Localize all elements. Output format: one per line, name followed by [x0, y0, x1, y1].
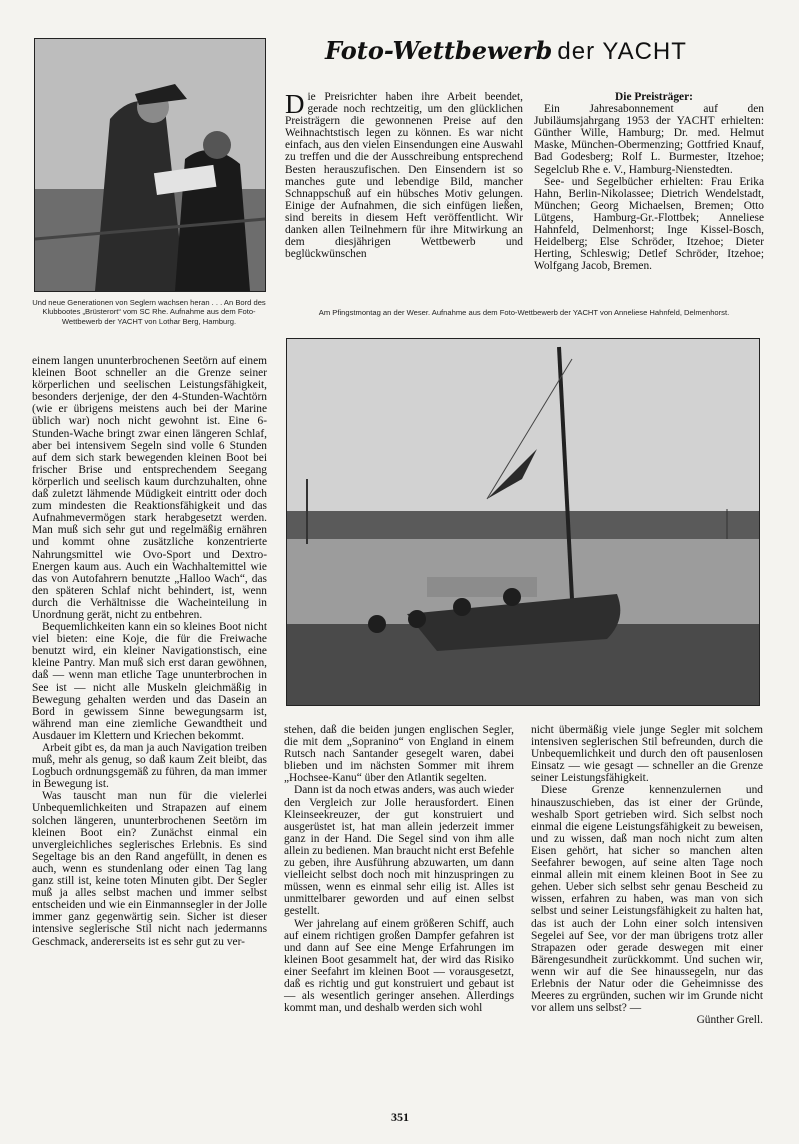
page-number: 351: [391, 1110, 409, 1124]
col1-paragraph: Bequemlichkeiten kann ein so kleines Boot nicht viel bieten: eine Koje, die für die Freiwache benutzt wird, ein kleiner Navigationstisch, eine kleine Pantry. Man muß sich erst daran gewöhnen, daß — wenn man etliche Tage ununterbrochen in See ist — nicht alle Muskeln gleichmäßig in Bewegung gehalten werden und das Dasein an Bord in gewissem Sinne bewegungsarm ist, während man eine ziemliche Gewandtheit und Ausdauer im Klettern und Kriechen bekommt.: [32, 621, 267, 742]
title-plain: der YACHT: [557, 38, 687, 65]
col3-paragraph: Diese Grenze kennenzulernen und hinauszuschieben, das ist einer der Gründe, weshalb Sport getrieben wird. Sich selbst noch einmal die eigene Leistungsfähigkeit zu beweisen, und zu wissen, daß man noch nicht zum alten Eisen gehört, hat sicher so manchen alten Seefahrer bewogen, auf seine alten Tage noch einmal allein mit einem kleinen Boot in See zu gehen. Ueber sich selbst sehr genau Bescheid zu wissen, erfahren zu haben, was man von sich selbst und seiner Leistungsfähigkeit zu halten hat, das ist auch der Lohn einer solch intensiven Segelei auf See, vor der man übrigens trotz aller Strapazen oder gerade deswegen mit einer Bärengesundheit zurückkommt. Und suchen wir, wenn wir auf die See hinaussegeln, nur das Erlebnis der Natur oder die Geheimnisse des Meeres zu ergründen, suchen wir im Grunde nicht vor allem uns selbst? —: [531, 784, 763, 1015]
col1-paragraph: Was tauscht man nun für die vielerlei Unbequemlichkeiten und Strapazen auf einem solchen längeren, ununterbrochenen Seetörn im kleinen Boot ein? Zunächst einmal ein unvergleichliches seglerisches Erlebnis. Es sind Segeltage bis an den Rand angefüllt, in denen es auch, wenn es stundenlang oder einen Tag lang ganz still ist, keine toten Minuten gibt. Der Segler muß ja alles selbst machen und immer selbst entscheiden und wie ein Einmannsegler in der Jolle immer ganz gegenwärtig sein. Sicher ist dieser intensive seglerische Stil nicht nach jedermanns Geschmack, andererseits ist es sehr gut zu ver-: [32, 790, 267, 948]
col1-paragraph: einem langen ununterbrochenen Seetörn auf einem kleinen Boot schneller an die Grenze seiner körperlichen und seelischen Leistungsfähigkeit, besonders derjenige, der den 4-Stunden-Wachtörn (wie er übrigens meistens auch bei der Marine üblich war) noch nicht gewohnt ist. Eine 6-Stunden-Wache bringt zwar einen längeren Schlaf, aber bei intensivem Segeln sind volle 6 Stunden auf dem sich stark bewegenden kleinen Boot bei frischer Brise und entsprechendem Seegang körperlich und seelisch kaum durchzuhalten, ohne daß zuletzt lähmende Müdigkeit eintritt oder doch zum mindesten die Reaktionsfähigkeit und das Aufnahmevermögen stark herabgesetzt werden. Man muß sich sehr gut und regelmäßig ernähren und kommt ohne zusätzliche konzentrierte Nahrungsmittel wie Ovo-Sport und Dextro-Energen kaum aus. Auch ein Wachhaltemittel wie das von Autofahrern benutzte „Halloo Wach“, das den späteren Schlaf nicht behindert, ist, wenn durch die Verhältnisse die Wacheinteilung in Unordnung gerät, nicht zu entbehren.: [32, 355, 267, 621]
article-column-3: [531, 724, 763, 1026]
prize-paragraph-1: Ein Jahresabonnement auf den Jubiläumsjahrgang 1953 der YACHT erhielten: Günther Wille, Hamburg; Dr. med. Helmut Maske, München-Obermenzing; Gottfried Knauf, Bad Godesberg; Rolf L. Burmester, Itzehoe; Segelclub Rhe e. V., Hamburg-Nienstedten.: [534, 103, 764, 176]
article-column-1: [32, 355, 267, 948]
photo2-caption: Am Pfingstmontag an der Weser. Aufnahme aus dem Foto-Wettbewerb der YACHT von Anneliese Hahnfeld, Delmenhorst.: [318, 308, 730, 317]
article-column-2: [284, 724, 514, 1014]
prize-heading: Die Preisträger:: [615, 91, 693, 103]
intro-paragraph: [285, 91, 523, 260]
intro-text: ie Preisrichter haben ihre Arbeit beendet, gerade noch rechtzeitig, um den glücklichen Preisträgern die gewonnenen Preise auf den Weihnachtstisch legen zu können. Es war nicht einfach, aus den vielen Einsendungen eine Auswahl zu treffen und die der Ausschreibung entsprechend Besten herauszufischen. Den Einsendern ist so manches gute und lebendige Bild, mancher Schnappschuß auf ein hübsches Motiv gelungen. Einige der Aufnahmen, die sich einfügen ließen, sind bereits in diesem Heft veröffentlicht. Wir danken allen Teilnehmern für ihre Mitwirkung an dem diesjährigen Wettbewerb und beglückwünschen: [285, 91, 523, 261]
prize-winners: [534, 91, 764, 272]
col1-paragraph: Arbeit gibt es, da man ja auch Navigation treiben muß, mehr als genug, so daß kaum Zeit bleibt, das Logbuch ordnungsgemäß zu führen, da man immer in Bewegung ist.: [32, 742, 267, 791]
photo-young-sailors-image: [35, 39, 265, 291]
photo-weser-boat-image: [287, 339, 759, 705]
photo-weser-boat: [286, 338, 760, 706]
col2-paragraph: stehen, daß die beiden jungen englischen Segler, die mit dem „Sopranino“ von England in einem Rutsch nach Santander gesegelt waren, dabei blieben und im nächsten Sommer mit ihrem „Hochsee-Kanu“ über den Atlantik segelten.: [284, 724, 514, 785]
photo-young-sailors: [34, 38, 266, 292]
article-title: [325, 36, 725, 70]
author-signature: Günther Grell.: [696, 1014, 763, 1027]
prize-paragraph-2: See- und Segelbücher erhielten: Frau Erika Hahn, Berlin-Nikolassee; Dietrich Wendelstadt, München; Georg Michaelsen, Bremen; Otto Lütgens, Hamburg-Gr.-Flottbek; Anneliese Hahnfeld, Delmenhorst; Inge Kissel-Bosch, Heidelberg; Else Schröder, Itzehoe; Dieter Herting, Schleswig; Detlef Schröder, Itzehoe; Wolfgang Jacob, Bremen.: [534, 175, 764, 273]
photo1-caption: Und neue Generationen von Seglern wachsen heran . . . An Bord des Klubbootes „Brüsterort“ vom SC Rhe. Aufnahme aus dem Foto-Wettbewerb der YACHT von Lothar Berg, Hamburg.: [32, 298, 266, 326]
drop-cap: D: [285, 89, 305, 119]
col2-paragraph: Dann ist da noch etwas anders, was auch wieder den Vergleich zur Jolle herausfordert. Einen Kleinseekreuzer, der gut konstruiert und ausgerüstet ist, hat man allein jederzeit immer ganz in der Hand. Die Segel sind von ihm alle allein zu bedienen. Man braucht nicht erst Befehle zu geben, ihre Ausführung abzuwarten, um dann vielleicht selbst doch noch mit hinzuspringen zu müssen, wenn es einmal sehr eilig ist. Alles ist unmittelbarer geworden und auf einen selbst gestellt.: [284, 784, 514, 918]
title-script: Foto-Wettbewerb: [325, 36, 553, 65]
col3-paragraph: nicht übermäßig viele junge Segler mit solchem intensiven seglerischen Stil befreunden, durch die Unbequemlichkeit und durch den oft pausenlosen Einsatz — wie gesagt — schneller an die Grenze seiner Leistungsfähigkeit.: [531, 724, 763, 785]
col2-paragraph: Wer jahrelang auf einem größeren Schiff, auch auf einem richtigen großen Dampfer gefahren ist und dann auf See eine Menge Erfahrungen im kleinen Boot gesammelt hat, der wird das Risiko einer Seefahrt im kleinen Boot — vorausgesetzt, daß es richtig und gut konstruiert und gebaut ist — als wesentlich geringer ansehen. Allerdings kommt man, und deshalb werden sich wohl: [284, 917, 514, 1015]
